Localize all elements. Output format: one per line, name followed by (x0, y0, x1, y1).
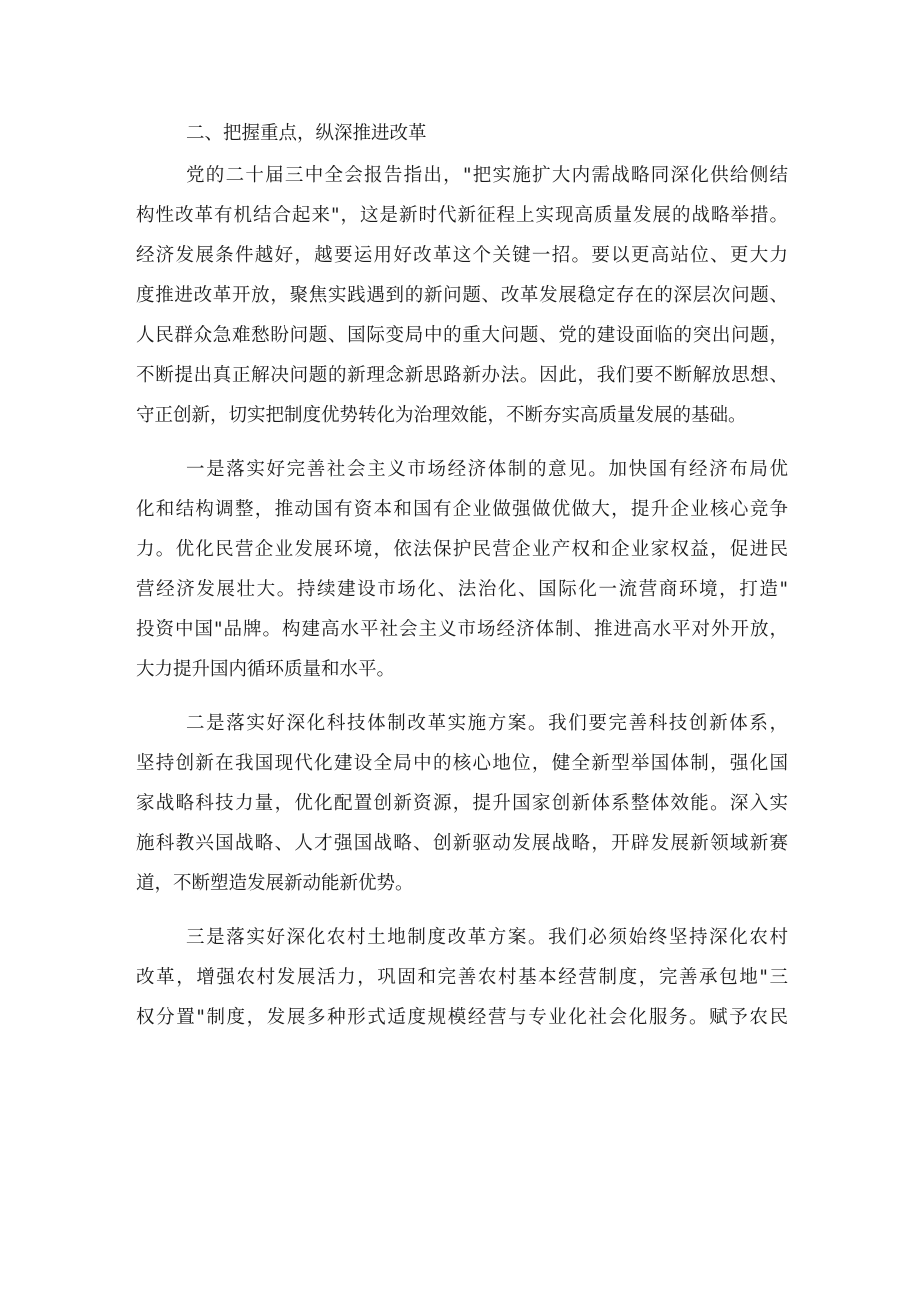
text-line: 二是落实好深化科技体制改革实施方案。我们要完善科技创新体系， (186, 712, 788, 734)
paragraph (136, 918, 788, 1038)
text-line: 道，不断塑造发展新动能新优势。 (136, 872, 414, 894)
text-line: 经济发展条件越好，越要运用好改革这个关键一招。要以更高站位、更大力 (136, 244, 788, 266)
text-line: 投资中国"品牌。构建高水平社会主义市场经济体制、推进高水平对外开放， (136, 618, 788, 640)
text-line: 大力提升国内循环质量和水平。 (136, 658, 396, 680)
text-line: 守正创新，切实把制度优势转化为治理效能，不断夯实高质量发展的基础。 (136, 404, 747, 426)
text-line: 权分置"制度，发展多种形式适度规模经营与专业化社会化服务。赋予农民 (136, 1006, 788, 1028)
text-line: 力。优化民营企业发展环境，依法保护民营企业产权和企业家权益，促进民 (136, 538, 788, 560)
text-line: 家战略科技力量，优化配置创新资源，提升国家创新体系整体效能。深入实 (136, 792, 788, 814)
text-line: 党的二十届三中全会报告指出，"把实施扩大内需战略同深化供给侧结 (186, 164, 788, 186)
text-line: 一是落实好完善社会主义市场经济体制的意见。加快国有经济布局优 (186, 458, 788, 480)
text-line: 坚持创新在我国现代化建设全局中的核心地位，健全新型举国体制，强化国 (136, 752, 788, 774)
text-line: 人民群众急难愁盼问题、国际变局中的重大问题、党的建设面临的突出问题， (136, 324, 788, 346)
text-line: 度推进改革开放，聚焦实践遇到的新问题、改革发展稳定存在的深层次问题、 (136, 284, 788, 306)
paragraph (136, 450, 788, 690)
text-line: 施科教兴国战略、人才强国战略、创新驱动发展战略，开辟发展新领域新赛 (136, 832, 788, 854)
text-line: 三是落实好深化农村土地制度改革方案。我们必须始终坚持深化农村 (186, 926, 788, 948)
paragraph (136, 156, 788, 436)
text-line: 不断提出真正解决问题的新理念新思路新办法。因此，我们要不断解放思想、 (136, 364, 788, 386)
section-heading: 二、把握重点，纵深推进改革 (186, 123, 427, 144)
text-line: 营经济发展壮大。持续建设市场化、法治化、国际化一流营商环境，打造" (136, 578, 788, 600)
text-line: 化和结构调整，推动国有资本和国有企业做强做优做大，提升企业核心竞争 (136, 498, 788, 520)
paragraph (136, 704, 788, 904)
text-line: 构性改革有机结合起来"，这是新时代新征程上实现高质量发展的战略举措。 (136, 204, 788, 226)
document-body (136, 156, 788, 1038)
text-line: 改革，增强农村发展活力，巩固和完善农村基本经营制度，完善承包地"三 (136, 966, 788, 988)
